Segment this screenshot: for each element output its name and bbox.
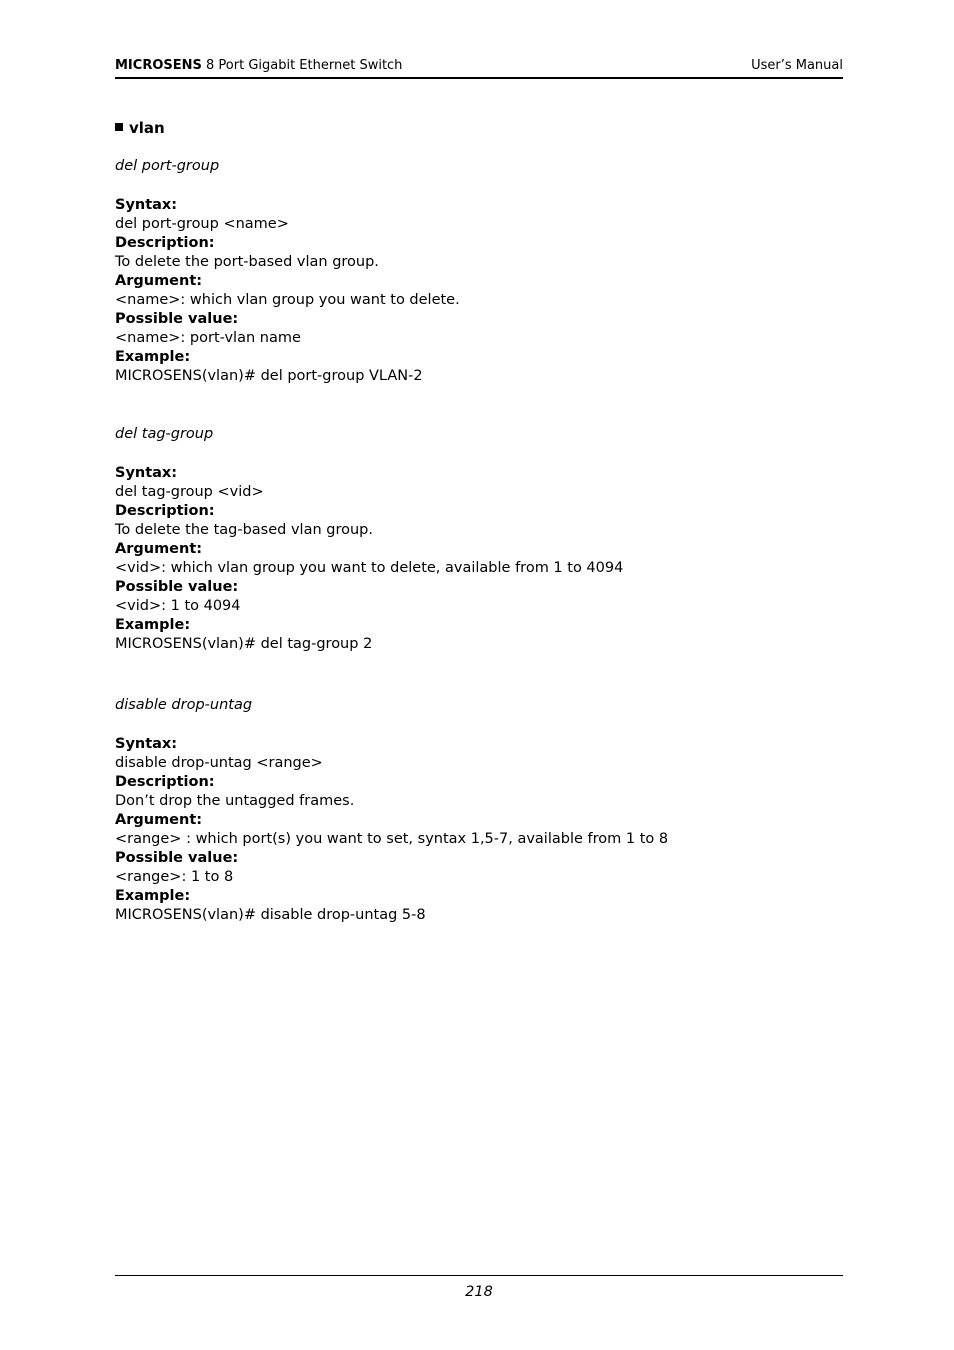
possible-value-label: Possible value: <box>115 311 239 327</box>
page-number: 218 <box>465 1284 493 1300</box>
argument-label: Argument: <box>115 812 203 828</box>
argument-text: <name>: which vlan group you want to delete. <box>115 292 460 308</box>
header-brand: MICROSENS <box>115 58 202 73</box>
syntax-text: del tag-group <vid> <box>115 484 264 500</box>
example-text: MICROSENS(vlan)# del port-group VLAN-2 <box>115 368 423 384</box>
possible-value-text: <name>: port-vlan name <box>115 330 301 346</box>
page-header <box>115 57 843 79</box>
command-block-del-tag-group <box>115 425 843 654</box>
command-title: disable drop-untag <box>115 697 253 713</box>
possible-value-text: <vid>: 1 to 4094 <box>115 598 241 614</box>
description-label: Description: <box>115 235 215 251</box>
section-title: vlan <box>129 119 165 137</box>
description-text: To delete the port-based vlan group. <box>115 254 379 270</box>
command-block-disable-drop-untag <box>115 696 843 925</box>
possible-value-text: <range>: 1 to 8 <box>115 869 234 885</box>
command-title: del tag-group <box>115 426 214 442</box>
argument-text: <vid>: which vlan group you want to delete, available from 1 to 4094 <box>115 560 624 576</box>
syntax-label: Syntax: <box>115 465 178 481</box>
header-product: 8 Port Gigabit Ethernet Switch <box>201 58 403 73</box>
syntax-text: del port-group <name> <box>115 216 289 232</box>
syntax-text: disable drop-untag <range> <box>115 755 323 771</box>
example-label: Example: <box>115 617 191 633</box>
description-text: To delete the tag-based vlan group. <box>115 522 373 538</box>
possible-value-label: Possible value: <box>115 579 239 595</box>
possible-value-label: Possible value: <box>115 850 239 866</box>
description-text: Don’t drop the untagged frames. <box>115 793 355 809</box>
argument-label: Argument: <box>115 273 203 289</box>
description-label: Description: <box>115 503 215 519</box>
argument-text: <range> : which port(s) you want to set, syntax 1,5-7, available from 1 to 8 <box>115 831 669 847</box>
syntax-label: Syntax: <box>115 197 178 213</box>
example-label: Example: <box>115 888 191 904</box>
example-text: MICROSENS(vlan)# del tag-group 2 <box>115 636 373 652</box>
example-text: MICROSENS(vlan)# disable drop-untag 5-8 <box>115 907 426 923</box>
description-label: Description: <box>115 774 215 790</box>
page-footer <box>115 1275 843 1300</box>
command-block-del-port-group <box>115 157 843 386</box>
square-bullet-icon <box>115 123 123 131</box>
header-title <box>115 58 402 73</box>
example-label: Example: <box>115 349 191 365</box>
section-heading <box>115 119 165 137</box>
argument-label: Argument: <box>115 541 203 557</box>
syntax-label: Syntax: <box>115 736 178 752</box>
command-title: del port-group <box>115 158 220 174</box>
header-manual-label: User’s Manual <box>751 58 843 73</box>
